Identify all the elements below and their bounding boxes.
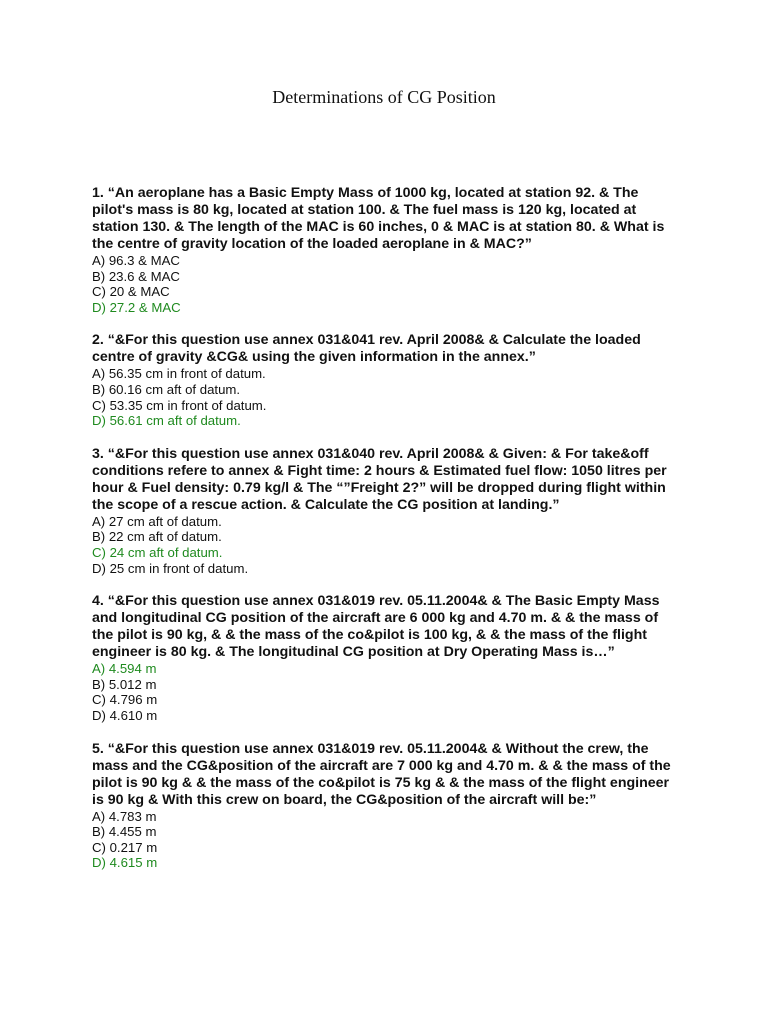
- answer-options: [92, 809, 682, 871]
- answer-option-a: A) 96.3 & MAC: [92, 253, 180, 268]
- answer-options: [92, 661, 682, 723]
- answer-options: [92, 514, 682, 576]
- question-text: 4. “&For this question use annex 031&019 rev. 05.11.2004& & The Basic Empty Mass and longitudinal CG position of the aircraft are 6 000 kg and 4.70 m. & & the mass of the pilot is 90 kg, & & the mass of the co&pilot is 100 kg, & & the mass of the flight engineer is 80 kg. & The longitudinal CG position at Dry Operating Mass is…”: [92, 593, 660, 661]
- answer-option-a: A) 56.35 cm in front of datum.: [92, 366, 266, 382]
- answer-option-a: A) 4.594 m: [92, 661, 157, 677]
- question-4: [92, 593, 682, 723]
- page-title: Determinations of CG Position: [272, 87, 496, 107]
- answer-option-d: D) 4.615 m: [92, 855, 158, 871]
- question-text: 1. “An aeroplane has a Basic Empty Mass of 1000 kg, located at station 92. & The pilot's mass is 80 kg, located at station 100. & The fuel mass is 120 kg, located at station 130. & The length of the MAC is 60 inches, 0 & MAC is at station 80. & What is the centre of gravity location of the loaded aeroplane in & MAC?”: [92, 185, 665, 252]
- question-3: [92, 446, 682, 576]
- question-list: [92, 185, 682, 888]
- answer-option-c: C) 20 & MAC: [92, 284, 170, 300]
- answer-option-b: B) 22 cm aft of datum.: [92, 529, 222, 545]
- answer-option-b: B) 60.16 cm aft of datum.: [92, 381, 241, 397]
- answer-option-a: A) 27 cm aft of datum.: [92, 513, 222, 529]
- question-text: 3. “&For this question use annex 031&040 rev. April 2008& & Given: & For take&off conditions refere to annex & Fight time: 2 hours & Estimated fuel flow: 1050 litres per hour & Fuel density: 0.79 kg/l & The “”Freight 2?” will be dropped during flight within the scope of a rescue action. & Calculate the CG position at landing.”: [92, 445, 667, 513]
- question-text: 5. “&For this question use annex 031&019 rev. 05.11.2004& & Without the crew, the mass and the CG&position of the aircraft are 7 000 kg and 4.70 m. & & the mass of the pilot is 90 kg & & the mass of the co&pilot is 75 kg & & the mass of the flight engineer is 90 kg & With this crew on board, the CG&position of the aircraft will be:”: [92, 740, 671, 808]
- answer-option-c: C) 4.796 m: [92, 692, 158, 708]
- answer-options: [92, 366, 682, 428]
- question-5: [92, 741, 682, 871]
- question-1: [92, 185, 682, 315]
- answer-option-d: D) 56.61 cm aft of datum.: [92, 413, 241, 429]
- answer-option-c: C) 53.35 cm in front of datum.: [92, 397, 267, 413]
- question-text: 2. “&For this question use annex 031&041 rev. April 2008& & Calculate the loaded centre of gravity &CG& using the given information in the annex.”: [92, 332, 641, 366]
- answer-option-c: C) 24 cm aft of datum.: [92, 544, 223, 560]
- answer-option-b: B) 4.455 m: [92, 824, 157, 840]
- answer-option-a: A) 4.783 m: [92, 808, 157, 824]
- answer-options: [92, 253, 682, 315]
- question-2: [92, 332, 682, 428]
- answer-option-d: D) 27.2 & MAC: [92, 299, 181, 315]
- answer-option-d: D) 4.610 m: [92, 707, 158, 723]
- answer-option-b: B) 23.6 & MAC: [92, 268, 180, 284]
- answer-option-b: B) 5.012 m: [92, 676, 157, 692]
- answer-option-d: D) 25 cm in front of datum.: [92, 560, 249, 576]
- answer-option-c: C) 0.217 m: [92, 839, 158, 855]
